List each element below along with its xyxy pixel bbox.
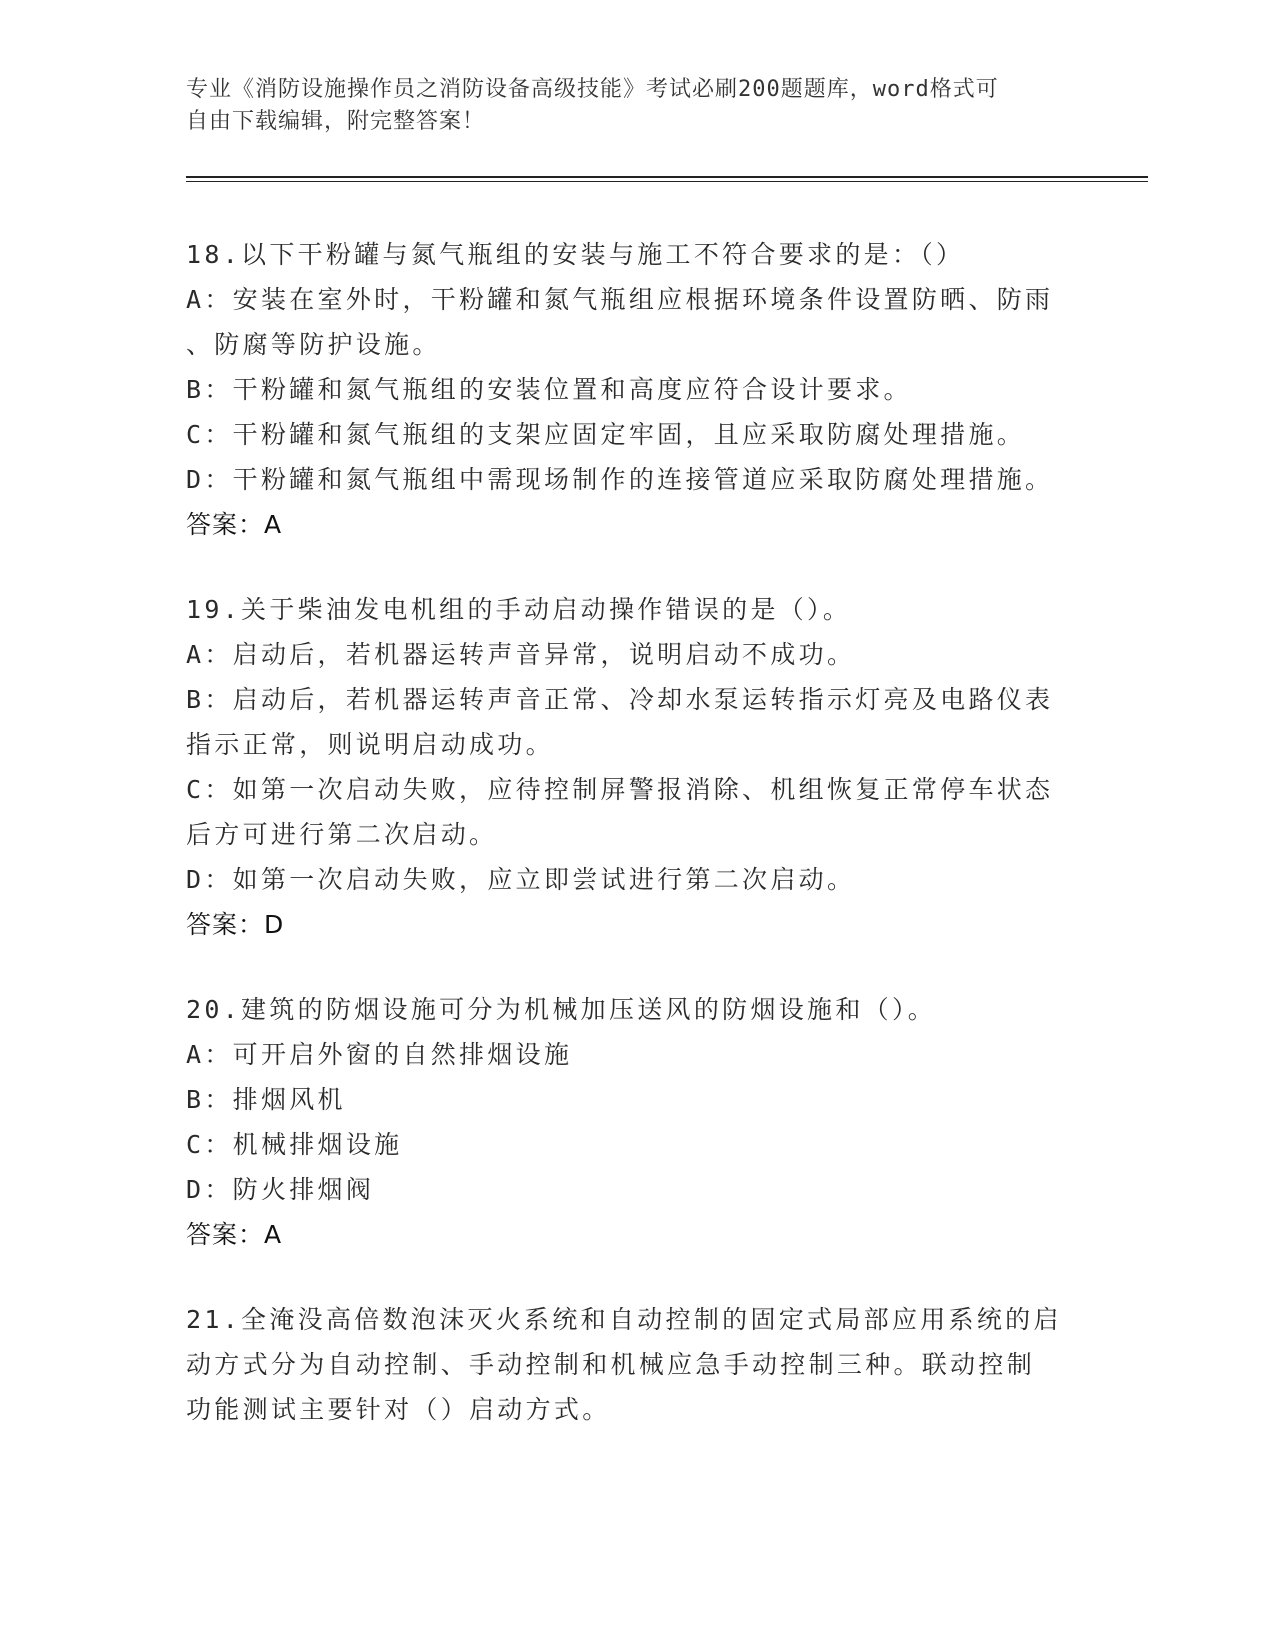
question-stem: 动方式分为自动控制、手动控制和机械应急手动控制三种。联动控制 (186, 1350, 1036, 1379)
header-divider-thick (186, 176, 1148, 178)
question-20 (186, 987, 1086, 1257)
option-c (186, 412, 1086, 457)
header-line-1: 专业《消防设施操作员之消防设备高级技能》考试必刷200题题库，word格式可 (186, 77, 999, 102)
option-a (186, 277, 1086, 367)
option-line: 后方可进行第二次启动。 (186, 820, 498, 849)
question-stem: 18.以下干粉罐与氮气瓶组的安装与施工不符合要求的是：（） (186, 240, 965, 269)
option-b (186, 1077, 1086, 1122)
option-line: D：如第一次启动失败，应立即尝试进行第二次启动。 (186, 865, 856, 894)
option-line: D：防火排烟阀 (186, 1175, 375, 1204)
option-c (186, 1122, 1086, 1167)
header-divider-thin (186, 181, 1148, 182)
option-b (186, 677, 1086, 767)
option-line: B：干粉罐和氮气瓶组的安装位置和高度应符合设计要求。 (186, 375, 912, 404)
option-a (186, 632, 1086, 677)
option-line: B：排烟风机 (186, 1085, 346, 1114)
question-stem: 20.建筑的防烟设施可分为机械加压送风的防烟设施和（）。 (186, 995, 937, 1024)
question-21 (186, 1297, 1086, 1432)
question-19 (186, 587, 1086, 947)
question-stem: 功能测试主要针对（）启动方式。 (186, 1395, 611, 1424)
document-header (186, 74, 1066, 138)
question-stem: 19.关于柴油发电机组的手动启动操作错误的是（）。 (186, 595, 852, 624)
option-a (186, 1032, 1086, 1077)
question-18 (186, 232, 1086, 547)
option-line: C：干粉罐和氮气瓶组的支架应固定牢固，且应采取防腐处理措施。 (186, 420, 1026, 449)
option-line: A：启动后，若机器运转声音异常，说明启动不成功。 (186, 640, 856, 669)
option-b (186, 367, 1086, 412)
option-d (186, 857, 1086, 902)
option-line: A：可开启外窗的自然排烟设施 (186, 1040, 573, 1069)
option-line: A：安装在室外时，干粉罐和氮气瓶组应根据环境条件设置防晒、防雨 (186, 285, 1054, 314)
header-line-2: 自由下载编辑，附完整答案！ (186, 109, 486, 134)
question-stem: 21.全淹没高倍数泡沫灭火系统和自动控制的固定式局部应用系统的启 (186, 1305, 1062, 1334)
option-c (186, 767, 1086, 857)
option-d (186, 1167, 1086, 1212)
option-line: C：如第一次启动失败，应待控制屏警报消除、机组恢复正常停车状态 (186, 775, 1054, 804)
answer-label: 答案：A (186, 1220, 283, 1249)
option-line: C：机械排烟设施 (186, 1130, 403, 1159)
option-d (186, 457, 1086, 502)
option-line: B：启动后，若机器运转声音正常、冷却水泵运转指示灯亮及电路仪表 (186, 685, 1054, 714)
option-line: 、防腐等防护设施。 (186, 330, 441, 359)
question-list (186, 232, 1086, 1472)
option-line: 指示正常，则说明启动成功。 (186, 730, 554, 759)
answer-label: 答案：D (186, 910, 285, 939)
option-line: D：干粉罐和氮气瓶组中需现场制作的连接管道应采取防腐处理措施。 (186, 465, 1054, 494)
answer-label: 答案：A (186, 510, 283, 539)
